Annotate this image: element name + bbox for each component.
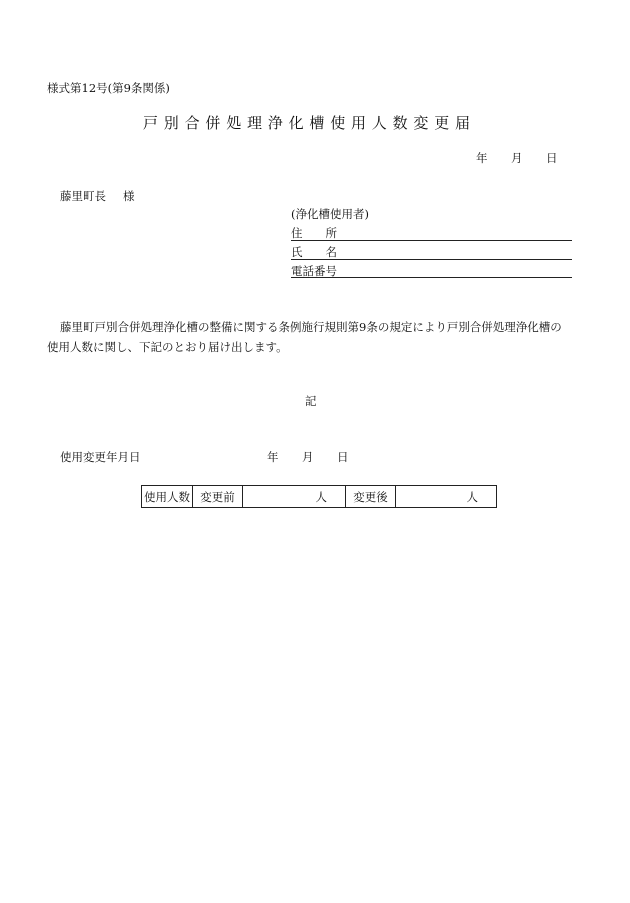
- phone-field[interactable]: [291, 277, 572, 278]
- change-date-label: 使用変更年月日: [60, 450, 141, 464]
- change-date-year: 年: [267, 450, 279, 464]
- date-month-label: 月: [511, 151, 523, 165]
- date-day-label: 日: [546, 151, 558, 165]
- document-title: 戸別合併処理浄化槽使用人数変更届: [143, 114, 476, 132]
- count-header-cell: 使用人数: [142, 486, 193, 508]
- before-value-cell[interactable]: [243, 486, 346, 508]
- after-label-cell: 変更後: [346, 486, 396, 508]
- addressee-honorific: 様: [123, 189, 135, 203]
- addressee-name: 藤里町長: [60, 189, 106, 203]
- applicant-heading: (浄化槽使用者): [291, 207, 369, 221]
- change-date-month: 月: [302, 450, 314, 464]
- name-field[interactable]: [291, 259, 572, 260]
- form-number: 様式第12号(第9条関係): [47, 81, 170, 95]
- name-label: 氏 名: [291, 245, 337, 259]
- phone-label: 電話番号: [291, 264, 337, 278]
- date-year-label: 年: [476, 151, 488, 165]
- before-label-cell: 変更前: [193, 486, 243, 508]
- ki-heading: 記: [305, 394, 317, 408]
- table-row: [142, 486, 497, 508]
- after-value-cell[interactable]: [396, 486, 497, 508]
- body-line-2: 使用人数に関し、下記のとおり届け出します。: [47, 340, 288, 354]
- address-label: 住 所: [291, 226, 337, 240]
- before-unit: 人: [315, 489, 327, 504]
- after-unit: 人: [466, 489, 478, 504]
- user-count-table: [141, 485, 497, 508]
- change-date-day: 日: [337, 450, 349, 464]
- address-field[interactable]: [291, 240, 572, 241]
- body-line-1: 藤里町戸別合併処理浄化槽の整備に関する条例施行規則第9条の規定により戸別合併処理浄化槽の: [60, 320, 562, 334]
